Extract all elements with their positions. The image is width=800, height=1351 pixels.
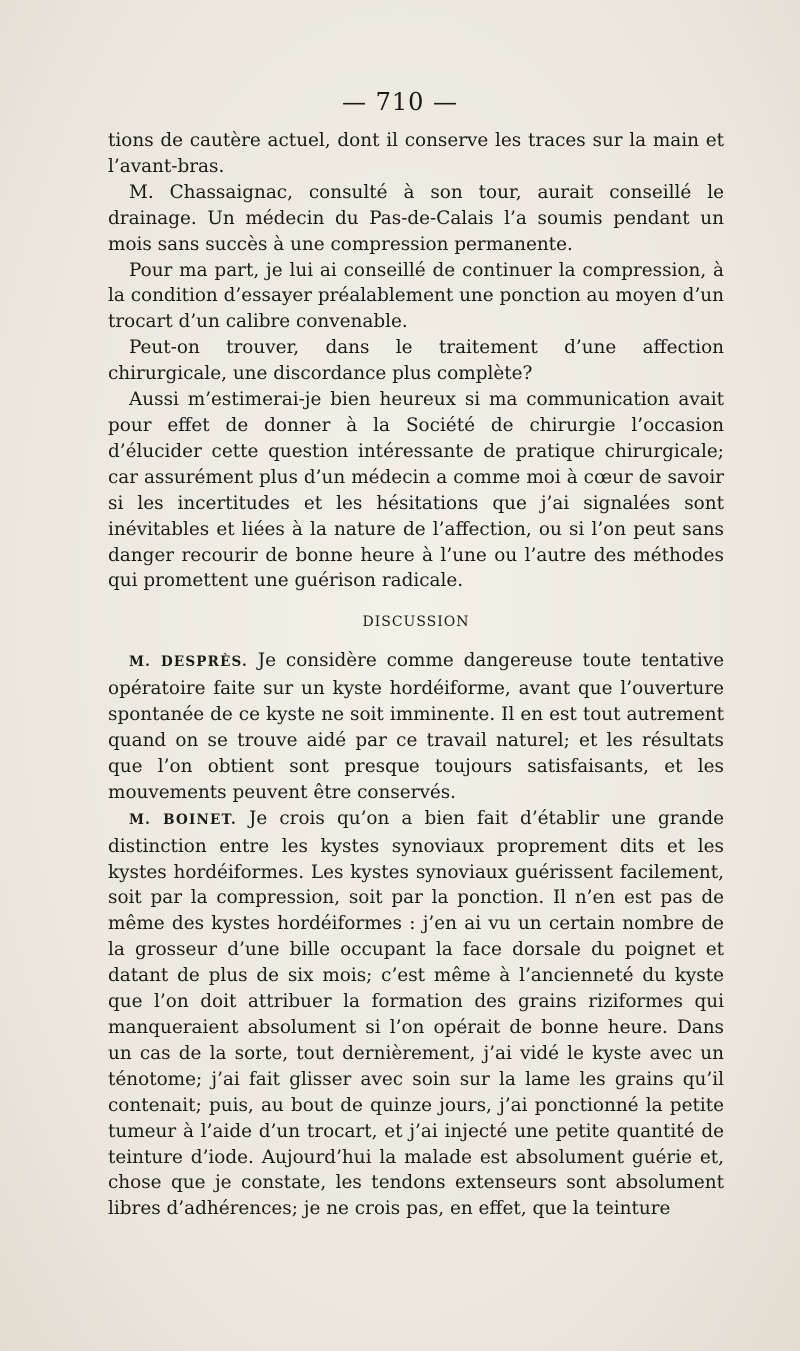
speaker-name: M. BOINET. bbox=[129, 811, 237, 828]
paragraph-conclusion: Aussi m’estimerai-je bien heureux si ma communication avait pour effet de donner à la Société de chirurgie l’occasion d’élucider cette question intéressante de pratique chirurgicale; car assurément plus d’un médecin a comme moi à cœur de savoir si les incertitudes et les hésitations que j’ai signalées sont inévitables et liées à la nature de l’affection, ou si l’on peut sans danger recourir de bonne heure à l’une ou l’autre des méthodes qui promettent une guérison radicale. bbox=[108, 389, 724, 592]
speaker-name: M. DESPRÈS. bbox=[129, 654, 248, 671]
intervention-despres bbox=[108, 648, 724, 805]
paragraph-chassaignac: M. Chassaignac, consulté à son tour, aurait conseillé le drainage. Un médecin du Pas-de-Calais l’a soumis pendant un mois sans succès à une compression permanente. bbox=[108, 181, 724, 255]
paragraph-continuation: tions de cautère actuel, dont il conserve les traces sur la main et l’avant-bras. bbox=[108, 130, 724, 177]
intervention-boinet bbox=[108, 806, 724, 1223]
body-text bbox=[108, 128, 724, 1222]
paragraph-question: Peut-on trouver, dans le traitement d’une affection chirurgicale, une discordance plus complète? bbox=[108, 337, 724, 385]
discussion-heading: DISCUSSION bbox=[362, 614, 470, 631]
paragraph-author-advice: Pour ma part, je lui ai conseillé de continuer la compression, à la condition d’essayer préalablement une ponction au moyen d’un trocart d’un calibre convenable. bbox=[108, 259, 724, 333]
speech-text: Je crois qu’on a bien fait d’établir une grande distinction entre les kystes synoviaux proprement dits et les kystes hordéiformes. Les kystes synoviaux guérissent facilement, soit par la compression, soit par la ponction. Il n’en est pas de même des kystes hordéiformes : j’en ai vu un certain nombre de la grosseur d’une bille occupant la face dorsale du poignet et datant de plus de six mois; c’est même à l’ancienneté du kyste que l’on doit attribuer la formation des grains riziformes qui manqueraient absolument si l’on opérait de bonne heure. Dans un cas de la sorte, tout dernièrement, j’ai vidé le kyste avec un ténotome; j’ai fait glisser avec soin sur la lame les grains qu’il contenait; puis, au bout de quinze jours, j’ai ponctionné la petite tumeur à l’aide d’un trocart, et j’ai injecté une petite quantité de teinture d’iode. Aujourd’hui la malade est absolument guérie et, chose que je constate, les tendons extenseurs sont absolument libres d’adhérences; je ne crois pas, en effet, que la teinture bbox=[108, 807, 724, 1220]
speech-text: Je considère comme dangereuse toute tentative opératoire faite sur un kyste hordéiforme, avant que l’ouverture spontanée de ce kyste ne soit imminente. Il en est tout autrement quand on se trouve aidé par ce travail naturel; et les résultats que l’on obtient sont presque toujours satisfaisants, et les mouvements peuvent être conservés. bbox=[108, 650, 724, 803]
page-number: — 710 — bbox=[341, 88, 459, 116]
